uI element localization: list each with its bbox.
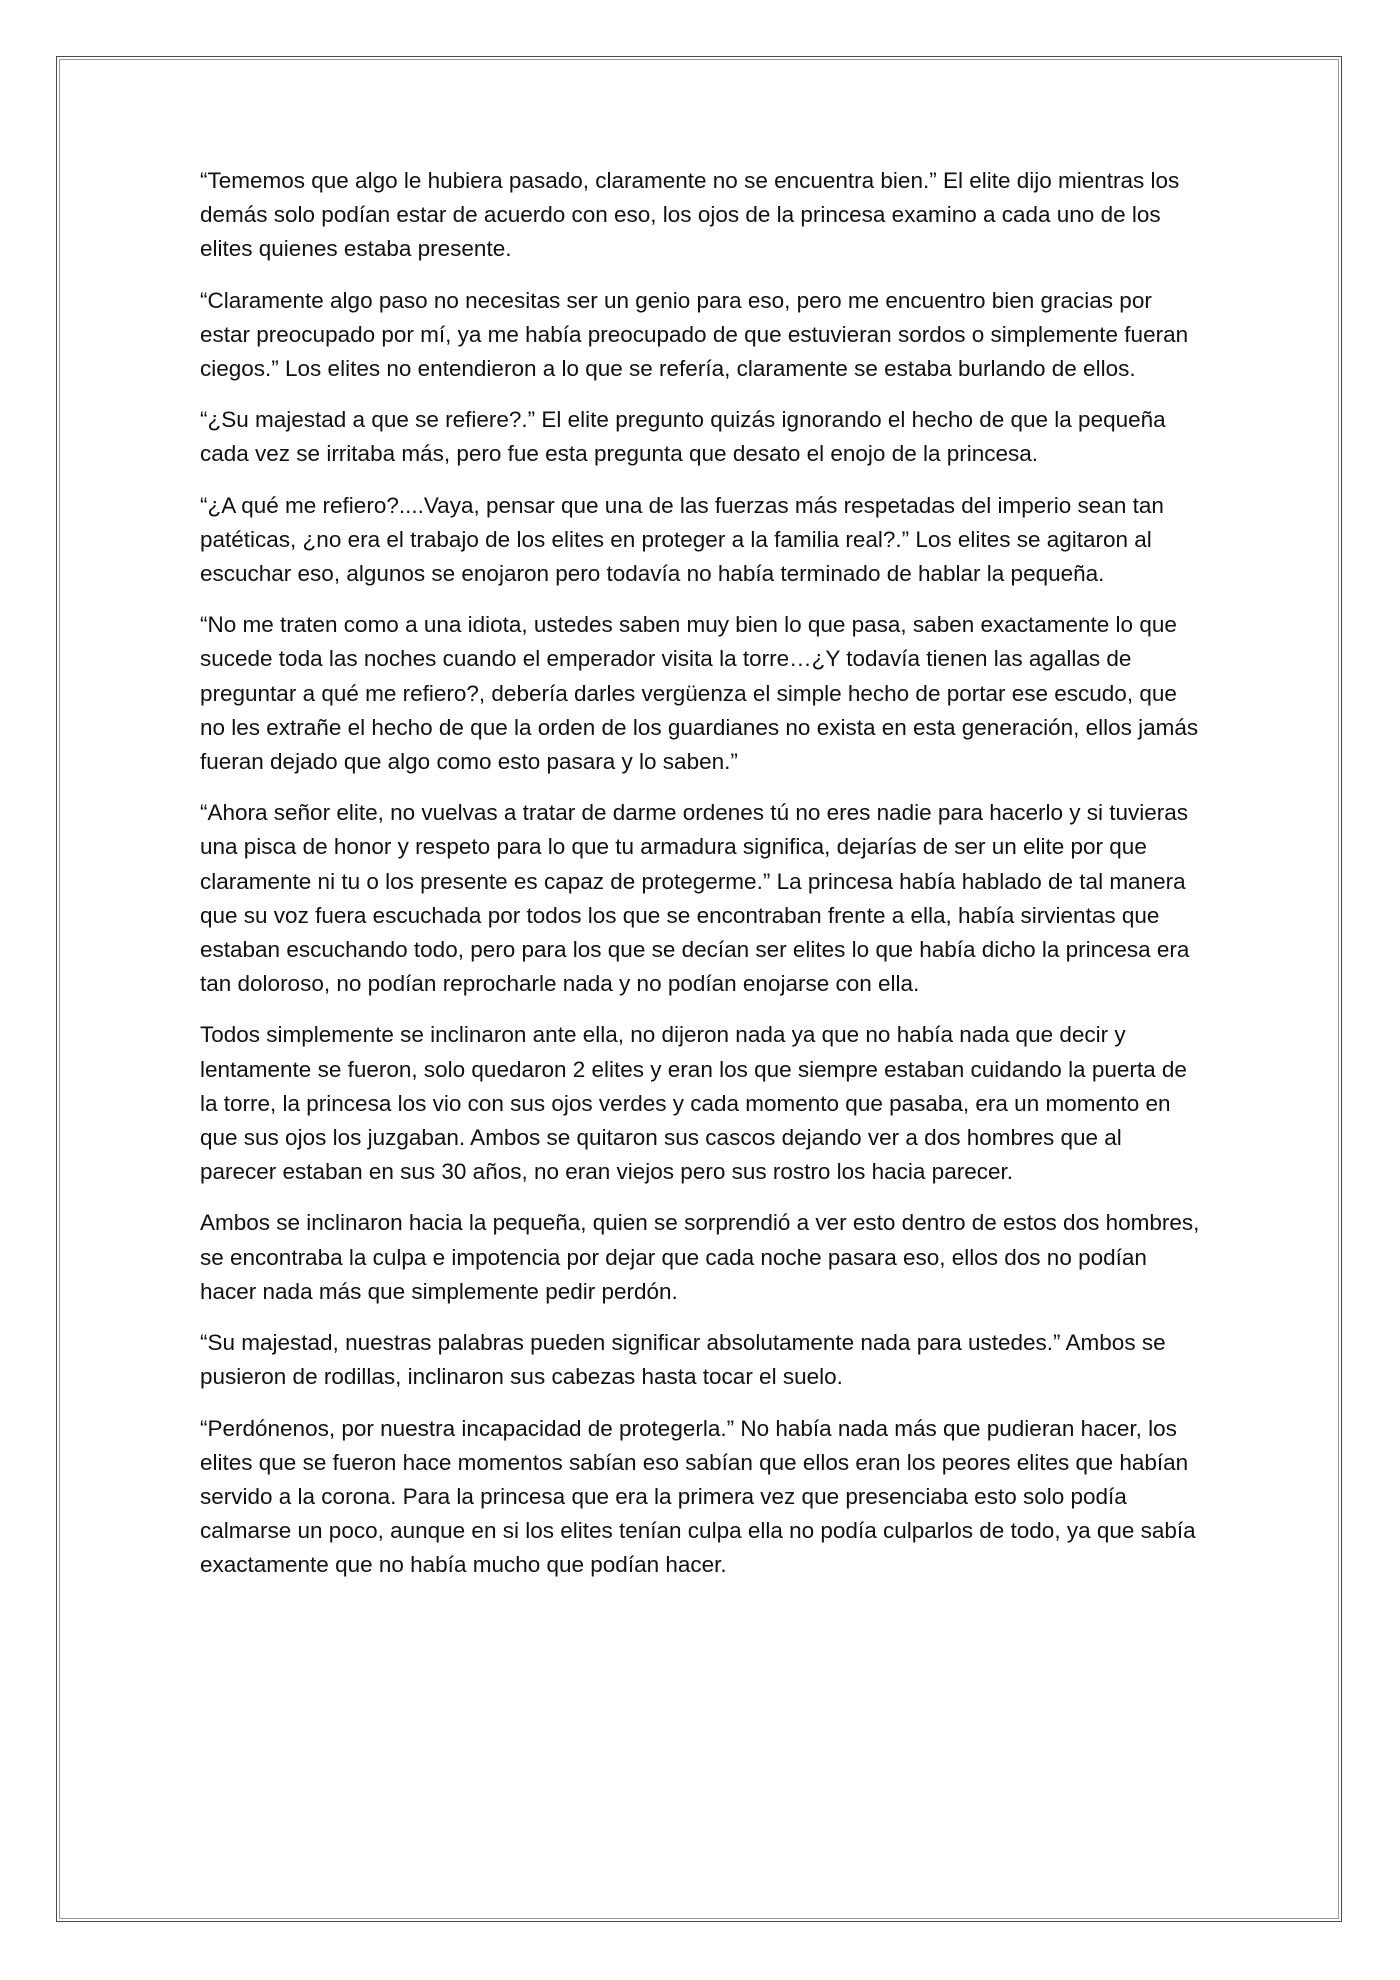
paragraph-9: “Su majestad, nuestras palabras pueden significar absolutamente nada para ustedes.” Ambos se pusieron de rodillas, inclinaron sus cabezas hasta tocar el suelo.	[200, 1330, 1166, 1390]
paragraph-4: “¿A qué me refiero?....Vaya, pensar que una de las fuerzas más respetadas del imperio sean tan patéticas, ¿no era el trabajo de los elites en proteger a la familia real?.” Los elites se agitaron al escuchar eso, algunos se enojaron pero todavía no había terminado de hablar la pequeña.	[200, 492, 1164, 587]
paragraph-2: “Claramente algo paso no necesitas ser un genio para eso, pero me encuentro bien gracias por estar preocupado por mí, ya me había preocupado de que estuvieran sordos o simplemente fueran ciegos.” Los elites no entendieron a lo que se refería, claramente se estaba burlando de ellos.	[200, 287, 1189, 382]
paragraph-5: “No me traten como a una idiota, ustedes saben muy bien lo que pasa, saben exactamente lo que sucede toda las noches cuando el emperador visita la torre…¿Y todavía tienen las agallas de preguntar a qué me refiero?, debería darles vergüenza el simple hecho de portar ese escudo, que no les extrañe el hecho de que la orden de los guardianes no exista en esta generación, ellos jamás fueran dejado que algo como esto pasara y lo saben.”	[200, 612, 1199, 775]
paragraph-3: “¿Su majestad a que se refiere?.” El elite pregunto quizás ignorando el hecho de que la pequeña cada vez se irritaba más, pero fue esta pregunta que desato el enojo de la princesa.	[200, 407, 1166, 467]
paragraph-6: “Ahora señor elite, no vuelvas a tratar de darme ordenes tú no eres nadie para hacerlo y si tuvieras una pisca de honor y respeto para lo que tu armadura significa, dejarías de ser un elite por que claramente ni tu o los presente es capaz de protegerme.” La princesa había hablado de tal manera que su voz fuera escuchada por todos los que se encontraban frente a ella, había sirvientas que estaban escuchando todo, pero para los que se decían ser elites lo que había dicho la princesa era tan doloroso, no podían reprocharle nada y no podían enojarse con ella.	[200, 800, 1190, 997]
paragraph-10: “Perdónenos, por nuestra incapacidad de protegerla.” No había nada más que pudieran hacer, los elites que se fueron hace momentos sabían eso sabían que ellos eran los peores elites que habían servido a la corona. Para la princesa que era la primera vez que presenciaba esto solo podía calmarse un poco, aunque en si los elites tenían culpa ella no podía culparlos de todo, ya que sabía exactamente que no había mucho que podían hacer.	[200, 1415, 1196, 1578]
paragraph-1: “Tememos que algo le hubiera pasado, claramente no se encuentra bien.” El elite dijo mientras los demás solo podían estar de acuerdo con eso, los ojos de la princesa examino a cada uno de los elites quienes estaba presente.	[200, 168, 1180, 262]
paragraph-7: Todos simplemente se inclinaron ante ella, no dijeron nada ya que no había nada que decir y lentamente se fueron, solo quedaron 2 elites y eran los que siempre estaban cuidando la puerta de la torre, la princesa los vio con sus ojos verdes y cada momento que pasaba, era un momento en que sus ojos los juzgaban. Ambos se quitaron sus cascos dejando ver a dos hombres que al parecer estaban en sus 30 años, no eran viejos pero sus rostro los hacia parecer.	[200, 1022, 1187, 1185]
document-body	[200, 164, 1200, 1600]
paragraph-8: Ambos se inclinaron hacia la pequeña, quien se sorprendió a ver esto dentro de estos dos hombres, se encontraba la culpa e impotencia por dejar que cada noche pasara eso, ellos dos no podían hacer nada más que simplemente pedir perdón.	[200, 1210, 1200, 1304]
